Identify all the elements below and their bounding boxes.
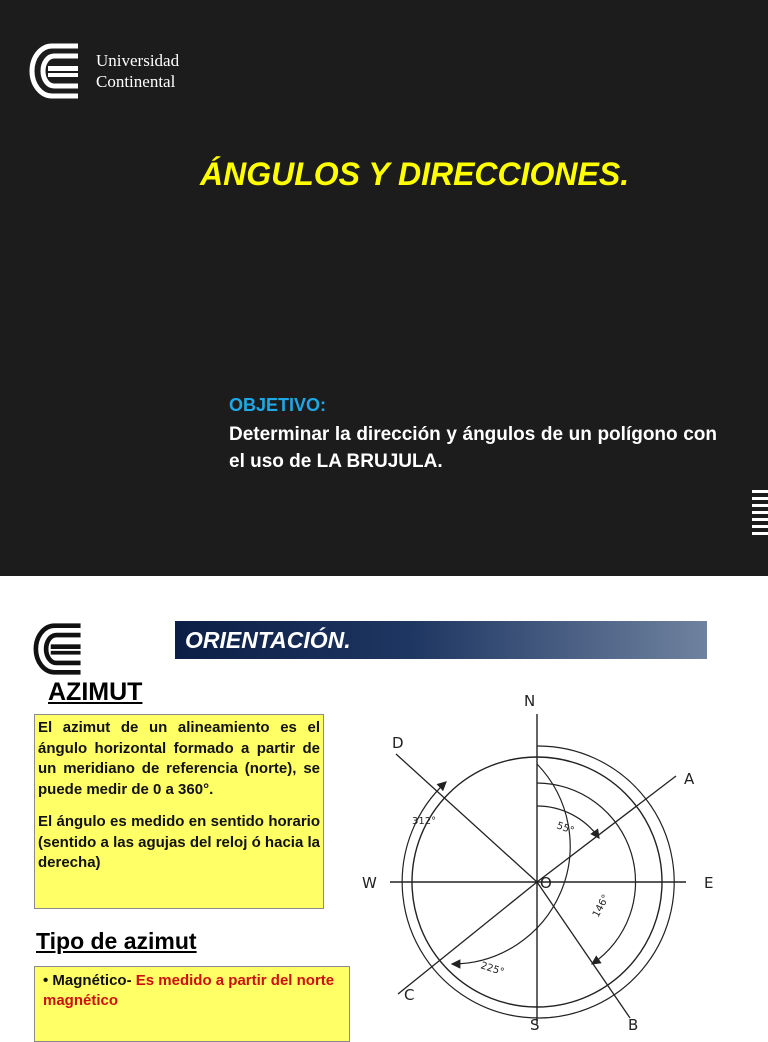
types-heading: Tipo de azimut [36, 928, 197, 954]
label-angle-c: 225° [479, 960, 506, 979]
label-angle-b: 146° [590, 892, 612, 920]
label-north: N [524, 692, 536, 710]
university-name-line2: Continental [96, 72, 176, 91]
label-angle-a: 55° [554, 820, 576, 837]
bullet-label: Magnético- [52, 972, 132, 989]
decorative-stripes [752, 490, 768, 539]
university-name-line1: Universidad [96, 51, 180, 70]
magnetic-bullet-box [34, 966, 350, 1042]
university-name [96, 50, 179, 92]
label-point-a: A [684, 770, 695, 788]
bullet-text: Es medido a partir del norte magnético [43, 972, 335, 1009]
definition-paragraph-1: El azimut de un alineamiento es el ángulo horizontal formado a partir de un meridiano de referencia (norte), se puede medir de 0 a 360°. [38, 719, 320, 798]
label-center: O [540, 874, 552, 892]
label-east: E [704, 874, 714, 892]
label-west: W [362, 874, 377, 892]
bullet-icon: • [43, 972, 53, 989]
arc-angle-c [452, 764, 570, 964]
banner-title: ORIENTACIÓN. [185, 627, 351, 653]
university-logo-icon [30, 42, 88, 100]
label-point-d: D [392, 734, 404, 752]
azimut-heading: AZIMUT [48, 678, 143, 706]
label-angle-d: 312° [412, 816, 437, 827]
objective-label: OBJETIVO: [229, 395, 327, 415]
label-south: S [530, 1016, 540, 1034]
objective-text: Determinar la dirección y ángulos de un polígono con el uso de LA BRUJULA. [229, 424, 717, 472]
label-point-c: C [404, 986, 415, 1004]
slide-title: ÁNGULOS Y DIRECCIONES. [200, 156, 630, 192]
definition-box [34, 714, 324, 909]
compass-diagram [348, 688, 728, 1034]
line-oc [398, 882, 537, 994]
orientation-slide [0, 576, 768, 1034]
section-banner [175, 621, 707, 659]
university-logo-icon [34, 622, 88, 676]
label-point-b: B [628, 1016, 639, 1034]
definition-paragraph-2: El ángulo es medido en sentido horario (sentido a las agujas del reloj ó hacia la derecha) [38, 813, 320, 871]
